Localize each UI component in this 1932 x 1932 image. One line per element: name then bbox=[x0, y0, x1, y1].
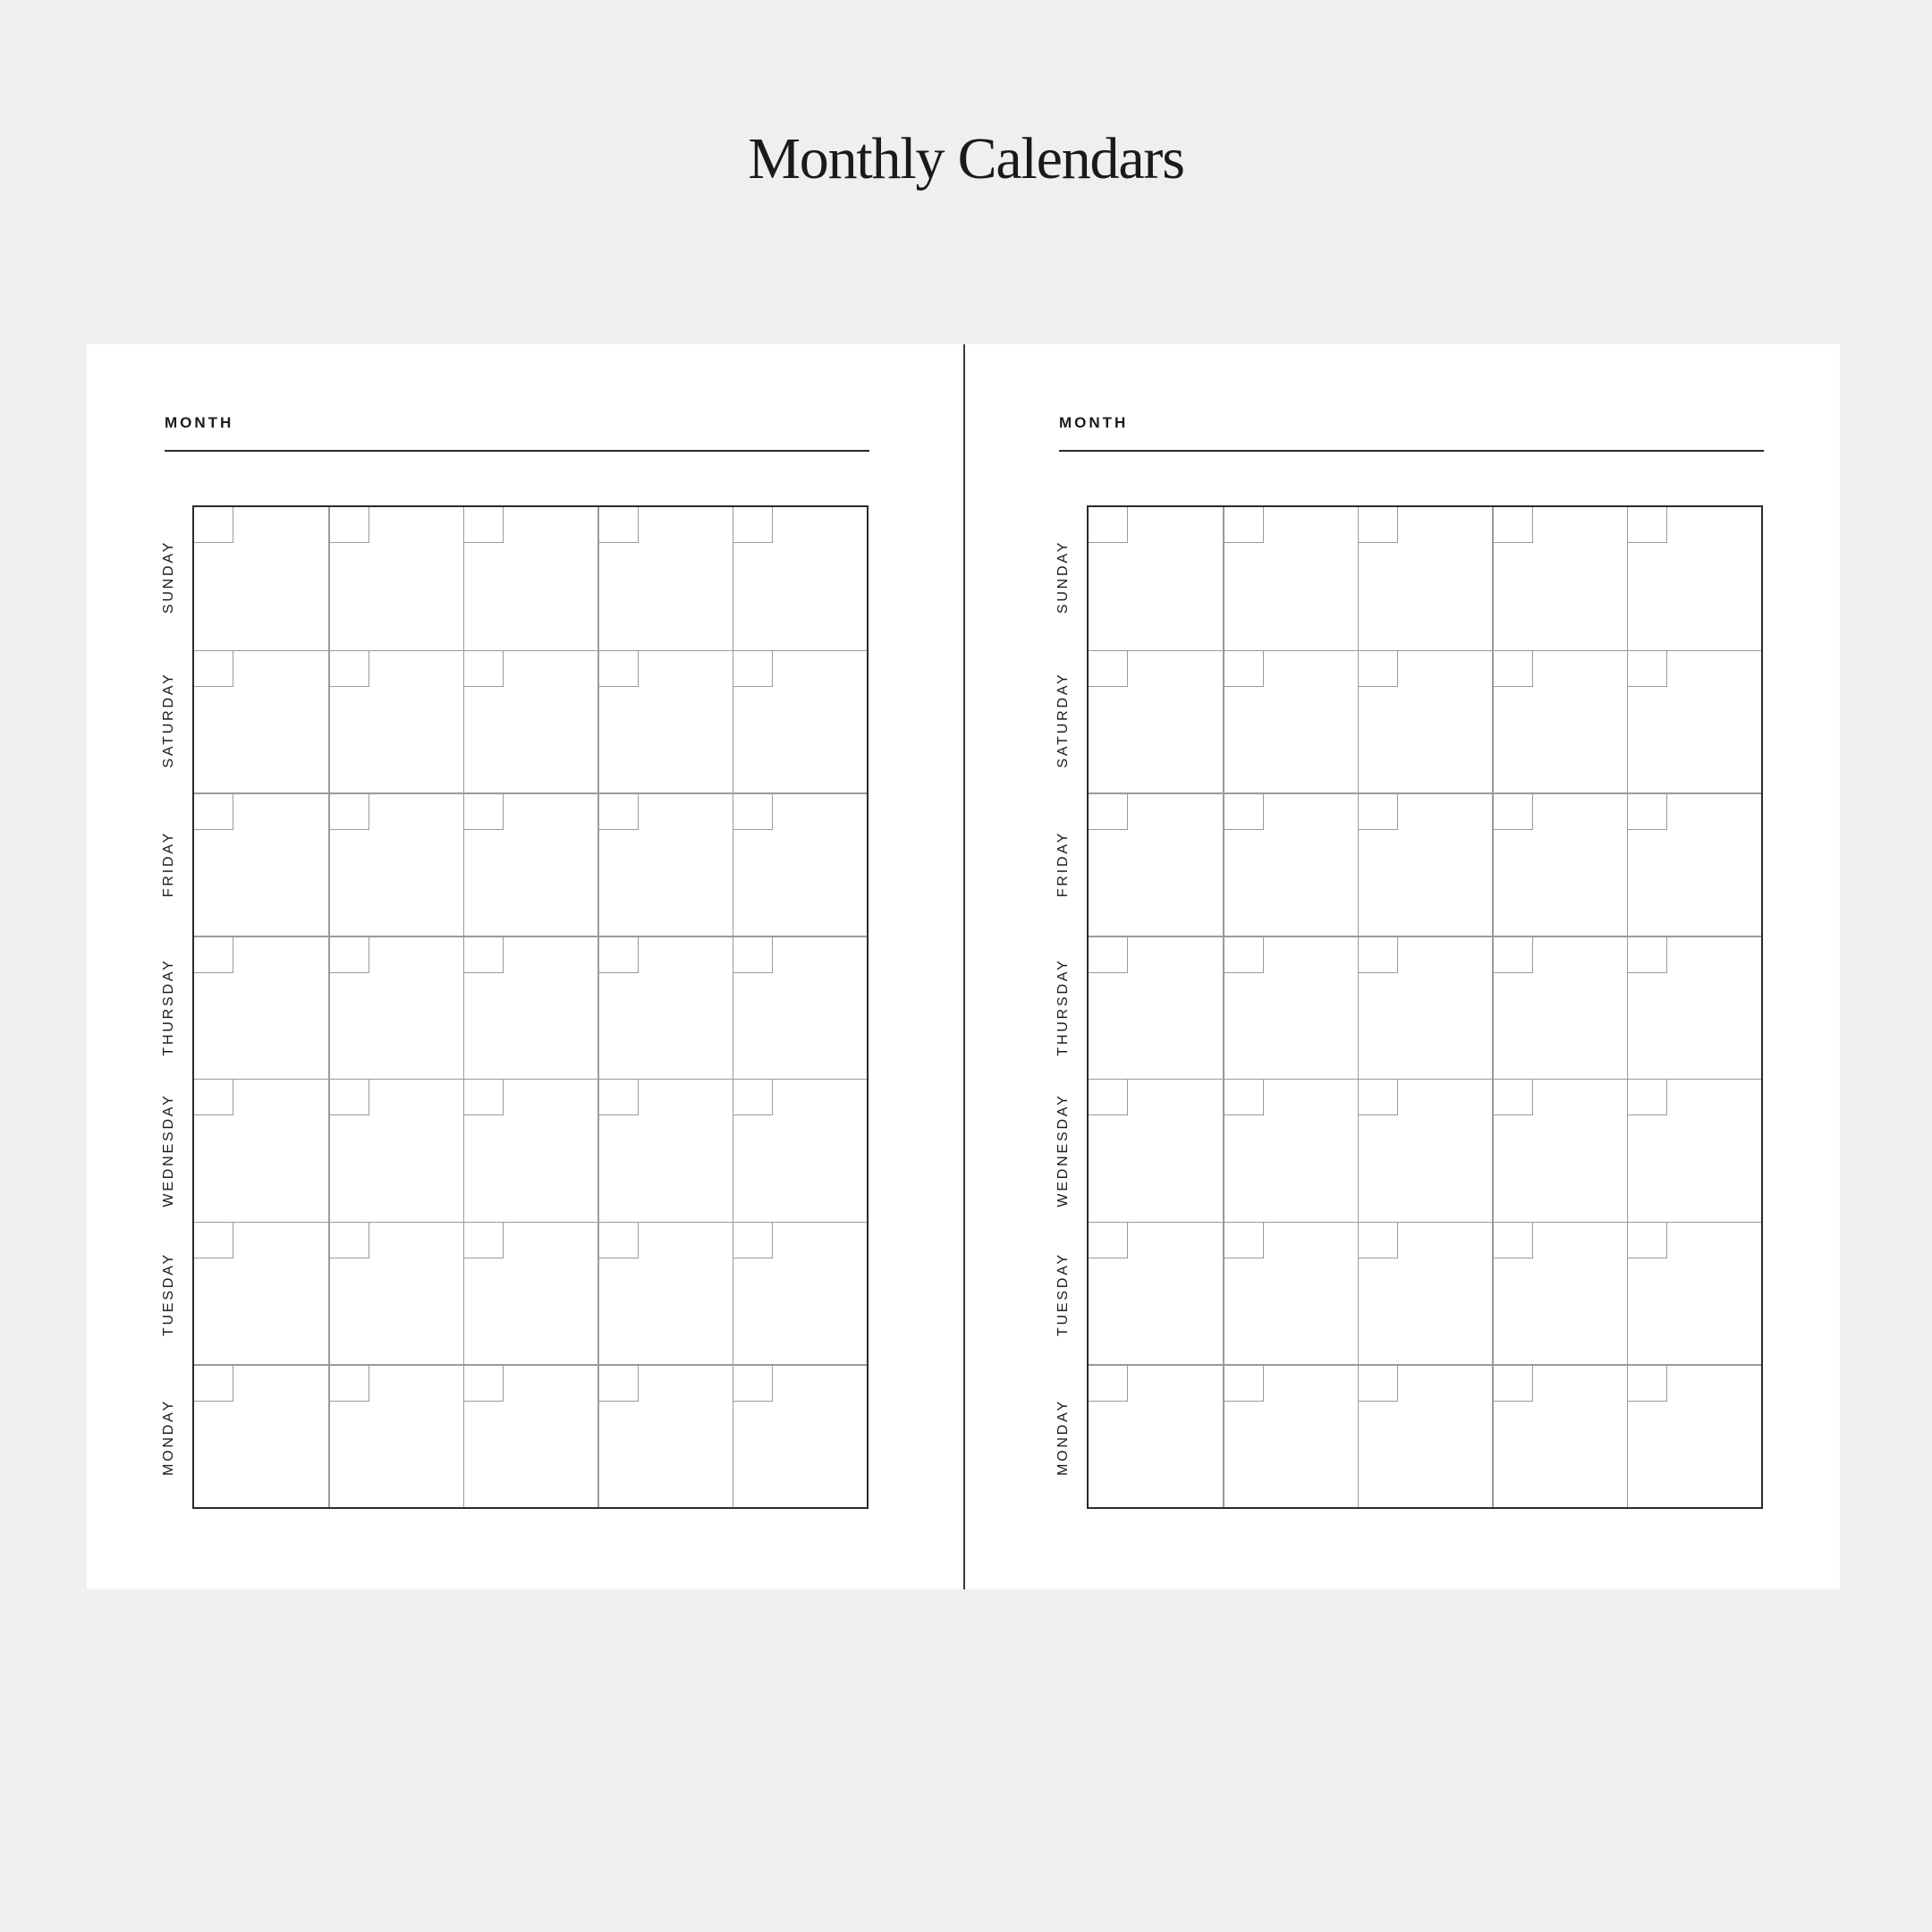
date-number-box[interactable] bbox=[1494, 1366, 1533, 1402]
date-number-box[interactable] bbox=[1628, 1223, 1667, 1258]
day-label-sunday: SUNDAY bbox=[1055, 539, 1071, 614]
date-number-box[interactable] bbox=[1494, 937, 1533, 973]
calendar-page-left bbox=[87, 344, 963, 1589]
day-label-thursday: THURSDAY bbox=[161, 958, 176, 1056]
day-labels bbox=[1044, 505, 1083, 1509]
day-label-wednesday: WEDNESDAY bbox=[1055, 1093, 1071, 1208]
date-number-box[interactable] bbox=[1628, 651, 1667, 687]
date-number-box[interactable] bbox=[733, 651, 773, 687]
date-number-box[interactable] bbox=[599, 937, 639, 973]
date-number-box[interactable] bbox=[194, 1366, 233, 1402]
date-number-box[interactable] bbox=[733, 1223, 773, 1258]
date-number-box[interactable] bbox=[1089, 651, 1128, 687]
date-number-box[interactable] bbox=[733, 794, 773, 830]
date-number-box[interactable] bbox=[194, 1223, 233, 1258]
calendar-page-right bbox=[981, 344, 1858, 1589]
day-label-saturday: SATURDAY bbox=[1055, 672, 1071, 769]
date-number-box[interactable] bbox=[1224, 507, 1264, 543]
date-number-box[interactable] bbox=[733, 937, 773, 973]
day-label-tuesday: TUESDAY bbox=[161, 1251, 176, 1336]
date-number-box[interactable] bbox=[1089, 1366, 1128, 1402]
month-write-line[interactable] bbox=[165, 450, 869, 452]
month-label: MONTH bbox=[1059, 414, 1129, 431]
date-number-box[interactable] bbox=[599, 794, 639, 830]
date-number-box[interactable] bbox=[599, 1366, 639, 1402]
day-label-monday: MONDAY bbox=[1055, 1399, 1071, 1476]
calendar-grid[interactable] bbox=[1087, 505, 1763, 1509]
month-label: MONTH bbox=[165, 414, 234, 431]
date-number-box[interactable] bbox=[194, 1080, 233, 1115]
date-number-box[interactable] bbox=[1628, 937, 1667, 973]
date-number-box[interactable] bbox=[1224, 1366, 1264, 1402]
day-label-monday: MONDAY bbox=[161, 1399, 176, 1476]
date-number-box[interactable] bbox=[1224, 794, 1264, 830]
page-title: Monthly Calendars bbox=[748, 126, 1184, 191]
date-number-box[interactable] bbox=[1359, 507, 1398, 543]
date-number-box[interactable] bbox=[194, 651, 233, 687]
date-number-box[interactable] bbox=[464, 1223, 504, 1258]
date-number-box[interactable] bbox=[464, 507, 504, 543]
date-number-box[interactable] bbox=[330, 794, 369, 830]
date-number-box[interactable] bbox=[330, 507, 369, 543]
date-number-box[interactable] bbox=[330, 937, 369, 973]
date-number-box[interactable] bbox=[1628, 1366, 1667, 1402]
date-number-box[interactable] bbox=[1359, 1223, 1398, 1258]
day-labels bbox=[149, 505, 189, 1509]
calendar-grid[interactable] bbox=[192, 505, 869, 1509]
date-number-box[interactable] bbox=[1359, 937, 1398, 973]
day-label-friday: FRIDAY bbox=[1055, 830, 1071, 897]
page-spine bbox=[963, 344, 965, 1589]
date-number-box[interactable] bbox=[464, 1080, 504, 1115]
date-number-box[interactable] bbox=[1224, 1223, 1264, 1258]
date-number-box[interactable] bbox=[1628, 507, 1667, 543]
date-number-box[interactable] bbox=[733, 1080, 773, 1115]
date-number-box[interactable] bbox=[330, 1223, 369, 1258]
date-number-box[interactable] bbox=[1359, 1366, 1398, 1402]
date-number-box[interactable] bbox=[599, 507, 639, 543]
date-number-box[interactable] bbox=[733, 1366, 773, 1402]
date-number-box[interactable] bbox=[464, 794, 504, 830]
date-number-box[interactable] bbox=[1224, 937, 1264, 973]
date-number-box[interactable] bbox=[1089, 1080, 1128, 1115]
day-label-saturday: SATURDAY bbox=[161, 672, 176, 769]
date-number-box[interactable] bbox=[599, 651, 639, 687]
date-number-box[interactable] bbox=[194, 507, 233, 543]
date-number-box[interactable] bbox=[1359, 794, 1398, 830]
date-number-box[interactable] bbox=[1494, 1223, 1533, 1258]
day-label-sunday: SUNDAY bbox=[161, 539, 176, 614]
date-number-box[interactable] bbox=[194, 937, 233, 973]
day-label-tuesday: TUESDAY bbox=[1055, 1251, 1071, 1336]
date-number-box[interactable] bbox=[464, 1366, 504, 1402]
date-number-box[interactable] bbox=[464, 937, 504, 973]
date-number-box[interactable] bbox=[1089, 794, 1128, 830]
date-number-box[interactable] bbox=[1224, 651, 1264, 687]
date-number-box[interactable] bbox=[1494, 651, 1533, 687]
date-number-box[interactable] bbox=[599, 1223, 639, 1258]
date-number-box[interactable] bbox=[330, 651, 369, 687]
date-number-box[interactable] bbox=[733, 507, 773, 543]
date-number-box[interactable] bbox=[1628, 794, 1667, 830]
date-number-box[interactable] bbox=[1089, 507, 1128, 543]
date-number-box[interactable] bbox=[1494, 507, 1533, 543]
date-number-box[interactable] bbox=[1224, 1080, 1264, 1115]
date-number-box[interactable] bbox=[330, 1366, 369, 1402]
day-label-friday: FRIDAY bbox=[161, 830, 176, 897]
date-number-box[interactable] bbox=[1359, 1080, 1398, 1115]
date-number-box[interactable] bbox=[1494, 794, 1533, 830]
date-number-box[interactable] bbox=[1359, 651, 1398, 687]
day-label-wednesday: WEDNESDAY bbox=[161, 1093, 176, 1208]
month-write-line[interactable] bbox=[1059, 450, 1764, 452]
date-number-box[interactable] bbox=[1494, 1080, 1533, 1115]
date-number-box[interactable] bbox=[194, 794, 233, 830]
day-label-thursday: THURSDAY bbox=[1055, 958, 1071, 1056]
date-number-box[interactable] bbox=[1089, 937, 1128, 973]
date-number-box[interactable] bbox=[1628, 1080, 1667, 1115]
date-number-box[interactable] bbox=[599, 1080, 639, 1115]
date-number-box[interactable] bbox=[330, 1080, 369, 1115]
date-number-box[interactable] bbox=[464, 651, 504, 687]
planner-spread bbox=[87, 344, 1840, 1589]
date-number-box[interactable] bbox=[1089, 1223, 1128, 1258]
